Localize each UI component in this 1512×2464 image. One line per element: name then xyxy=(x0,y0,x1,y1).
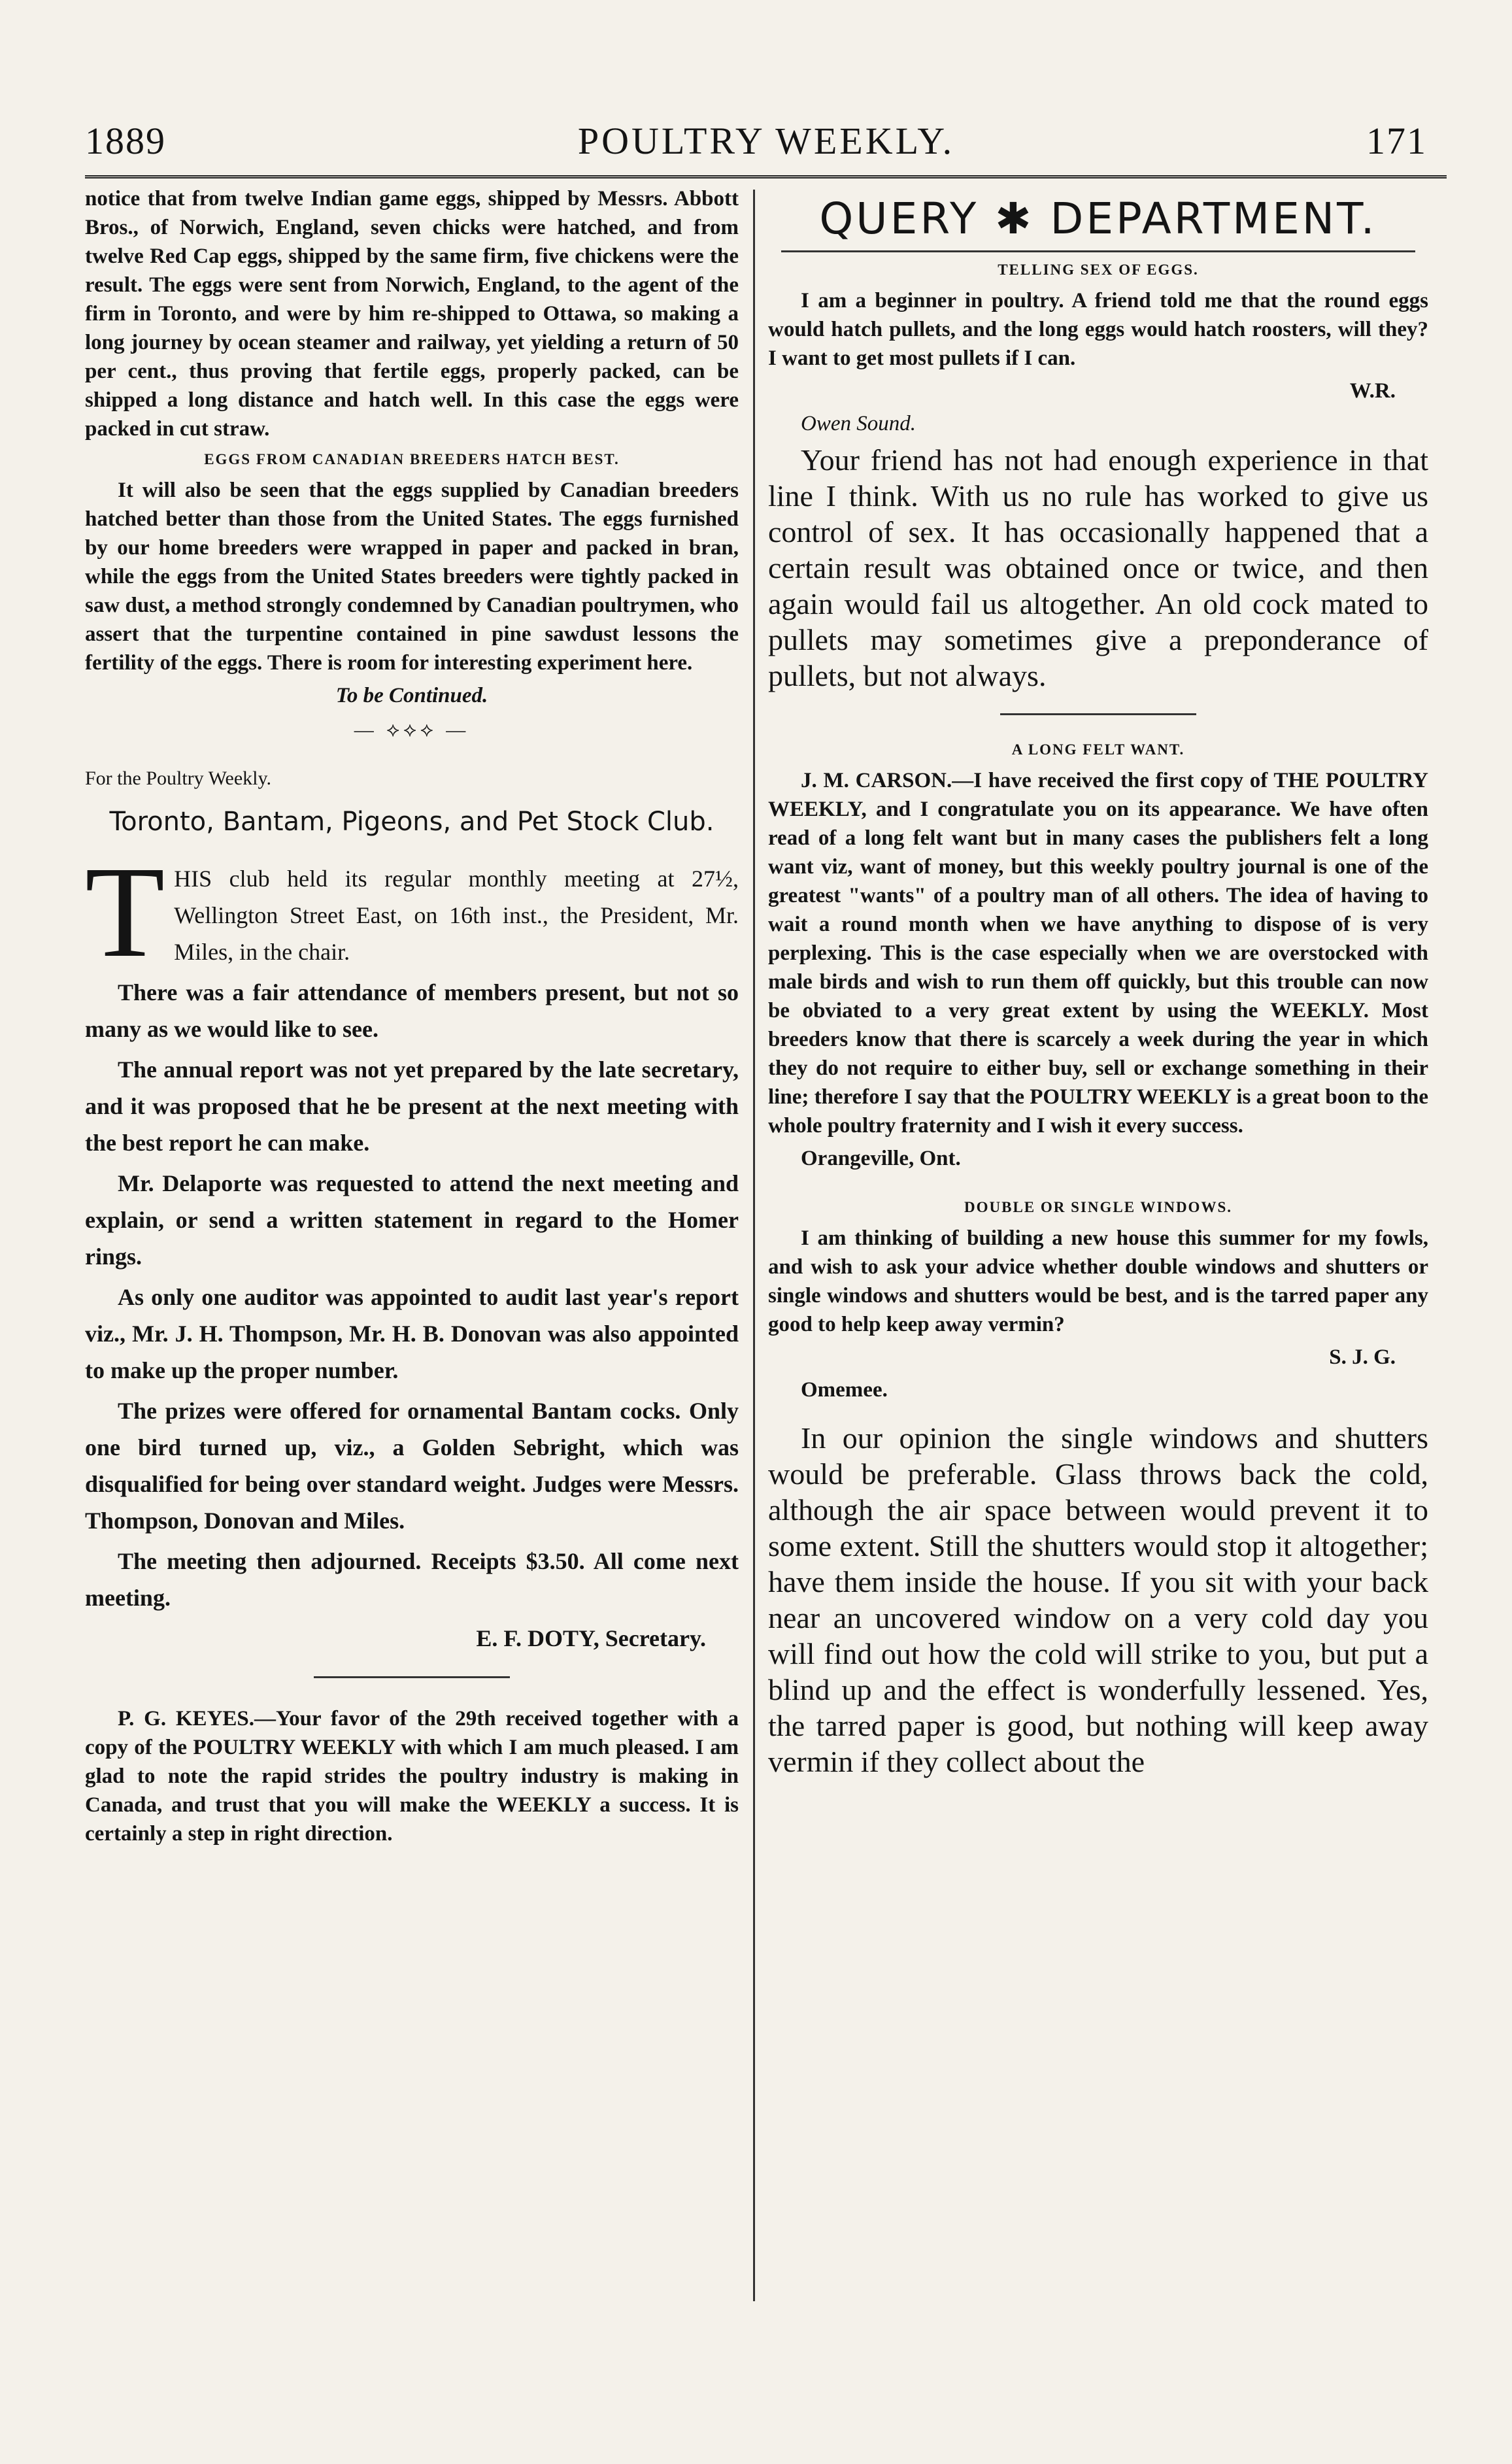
section-rule xyxy=(1000,713,1196,715)
section-rule xyxy=(314,1676,510,1678)
left-column xyxy=(85,184,739,1852)
query-text: I am thinking of building a new house this summer for my fowls, and wish to ask your advice whether double windows and shutters or single windows and shutters would be best, and is the tarred paper any good to help keep away vermin? xyxy=(768,1226,1428,1336)
article-continuation: notice that from twelve Indian game eggs, shipped by Messrs. Abbott Bros., of Norwich, England, seven chicks were hatched, and from twelve Red Cap eggs, shipped by the same firm, five chickens were the result. The eggs were sent from Norwich, England, to the agent of the firm in Toronto, and were by him re-shipped to Ottawa, so making a long journey by ocean steamer and railway, yet yielding a return of 50 per cent., thus proving that fertile eggs, properly packed, can be shipped a long distance and hatch well. In this case the eggs were packed in cut straw. xyxy=(85,187,739,441)
journal-title: POULTRY WEEKLY. xyxy=(577,119,955,162)
query-signature: S. J. G. xyxy=(1329,1345,1396,1369)
query-place: Orangeville, Ont. xyxy=(801,1147,961,1170)
dept-rule xyxy=(781,250,1415,252)
right-column xyxy=(768,184,1428,1783)
header-year: 1889 xyxy=(85,119,166,162)
ornament-divider: — ⟡⟡⟡ — xyxy=(354,719,470,741)
club-title: Toronto, Bantam, Pigeons, and Pet Stock Club. xyxy=(109,807,714,837)
subheading-eggs: EGGS FROM CANADIAN BREEDERS HATCH BEST. xyxy=(204,451,620,467)
query-heading: TELLING SEX OF EGGS. xyxy=(998,262,1199,278)
club-paragraph: HIS club held its regular monthly meeting at 27½, Wellington Street East, on 16th inst., the President, Mr. Miles, in the chair. xyxy=(174,866,739,965)
club-paragraph: The prizes were offered for ornamental Bantam cocks. Only one bird turned up, viz., a Golden Sebright, which was disqualified for being over standard weight. Judges were Messrs. Thompson, Donovan and Miles. xyxy=(85,1398,739,1534)
club-paragraph: Mr. Delaporte was requested to attend the next meeting and explain, or send a written statement in regard to the Homer rings. xyxy=(85,1170,739,1270)
page-number: 171 xyxy=(1366,119,1427,162)
query-signature: W.R. xyxy=(1349,379,1396,403)
query-heading: A LONG FELT WANT. xyxy=(1011,741,1185,758)
club-paragraph: As only one auditor was appointed to audit last year's report viz., Mr. J. H. Thompson, Mr. H. B. Donovan was also appointed to make up the proper number. xyxy=(85,1284,739,1383)
byline: For the Poultry Weekly. xyxy=(85,768,272,789)
query-place: Owen Sound. xyxy=(801,412,916,435)
query-heading: DOUBLE OR SINGLE WINDOWS. xyxy=(964,1199,1232,1215)
header-rule xyxy=(85,175,1447,178)
article-paragraph: It will also be seen that the eggs supplied by Canadian breeders hatched better than those from the United States. The eggs furnished by our home breeders were wrapped in paper and packed in bran, while the eggs from the United States breeders were tightly packed in saw dust, a method strongly condemned by Canadian poultrymen, who assert that the turpentine contained in pine sawdust lessons the fertility of the eggs. There is room for interesting experiment here. xyxy=(85,479,739,675)
keyes-letter: P. G. KEYES.—Your favor of the 29th received together with a copy of the POULTRY WEEKLY with which I am much pleased. I am glad to note the rapid strides the poultry industry is making in Canada, and trust that you will make the WEEKLY a success. It is certainly a step in right direction. xyxy=(85,1707,739,1846)
answer-text: In our opinion the single windows and shutters would be preferable. Glass throws back the cold, although the air space between would prevent it to some extent. Still the shutters would stop it altogether; have them inside the house. If you sit with your back near an uncovered window on a very cold day you will find out how the cold will strike to you, but put a blind up and the effect is wonderfully lessened. Yes, the tarred paper is good, but nothing will keep away vermin if they collect about the xyxy=(768,1421,1428,1778)
query-text: I am a beginner in poultry. A friend told me that the round eggs would hatch pullets, and the long eggs would hatch roosters, will they? I want to get most pullets if I can. xyxy=(768,289,1428,370)
drop-cap: T xyxy=(85,840,165,985)
to-be-continued: To be Continued. xyxy=(335,684,488,707)
column-divider xyxy=(753,190,755,2301)
query-text: J. M. CARSON.—I have received the first copy of THE POULTRY WEEKLY, and I congratulate you on its appearance. We have often read of a long felt want but in many cases the publishers felt a long want viz, want of money, but this weekly poultry journal is one of the greatest "wants" of a poultry man of all others. The idea of having to wait a round month when we have anything to dispose of is very perplexing. This is the case especially when we are overstocked with male birds and wish to run them off quickly, but this trouble can now be obviated to a very great extent by using the WEEKLY. Most breeders know that there is scarcely a week during the year in which they do not require to either buy, sell or exchange something in their line; therefore I say that the POULTRY WEEKLY is a great boon to the whole poultry fraternity and I wish it every success. xyxy=(768,769,1428,1138)
club-paragraph: The meeting then adjourned. Receipts $3.50. All come next meeting. xyxy=(85,1548,739,1611)
page-header xyxy=(85,111,1427,170)
answer-text: Your friend has not had enough experience in that line I think. With us no rule has worked to give us control of sex. It has occasionally happened that a certain result was obtained once or twice, and then again would fail us altogether. An old cock mated to pullets may sometimes give a preponderance of pullets, but not always. xyxy=(768,443,1428,692)
club-paragraph: The annual report was not yet prepared by the late secretary, and it was proposed that he be present at the next meeting with the best report he can make. xyxy=(85,1056,739,1156)
query-department-title: QUERY ✱ DEPARTMENT. xyxy=(819,194,1377,244)
query-place: Omemee. xyxy=(801,1378,888,1402)
club-signature: E. F. DOTY, Secretary. xyxy=(476,1625,706,1651)
club-paragraph: There was a fair attendance of members present, but not so many as we would like to see. xyxy=(85,979,739,1042)
